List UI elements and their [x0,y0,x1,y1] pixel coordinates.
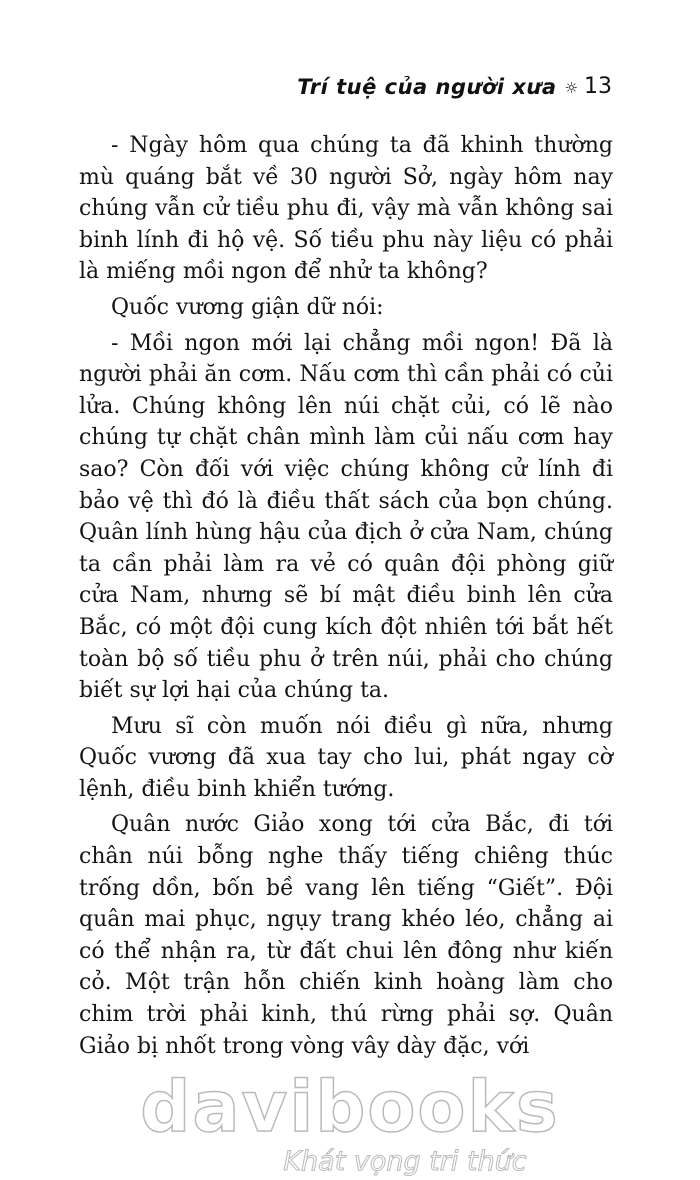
watermark-brand: davibooks [140,1066,560,1148]
watermark-slogan: Khát vọng tri thức [283,1146,527,1177]
paragraph: Quốc vương giận dữ nói: [111,294,384,320]
running-header-title: Trí tuệ của người xưa [297,74,557,99]
sun-ornament-icon: ☼ [564,78,578,97]
paragraph: Quân nước Giảo xong tới cửa Bắc, đi tới chân núi bỗng nghe thấy tiếng chiêng thúc trống dồn, bốn bề vang lên tiếng “Giết”. Đội quân mai phục, ngụy trang khéo léo, chẳng ai có thể nhận ra, từ đất chui lên đông như kiến cỏ. Một trận hỗn chiến kinh hoàng làm cho chim trời phải kinh, thú rừng phải sợ. Quân Giảo bị nhốt trong vòng vây dày đặc, với [79,812,613,1059]
paragraph: - Ngày hôm qua chúng ta đã khinh thường mù quáng bắt về 30 người Sở, ngày hôm nay chúng vẫn cử tiều phu đi, vậy mà vẫn không sai binh lính đi hộ vệ. Số tiều phu này liệu có phải là miếng mồi ngon để nhử ta không? [79,133,613,285]
paragraph: - Mồi ngon mới lại chẳng mồi ngon! Đã là người phải ăn cơm. Nấu cơm thì cần phải có củi lửa. Chúng không lên núi chặt củi, có lẽ nào chúng tự chặt chân mình làm củi nấu cơm hay sao? Còn đối với việc chúng không cử lính đi bảo vệ thì đó là điều thất sách của bọn chúng. Quân lính hùng hậu của địch ở cửa Nam, chúng ta cần phải làm ra vẻ có quân đội phòng giữ cửa Nam, nhưng sẽ bí mật điều binh lên cửa Bắc, có một đội cung kích đột nhiên tới bắt hết toàn bộ số tiều phu ở trên núi, phải cho chúng biết sự lợi hại của chúng ta. [79,330,613,704]
publisher-watermark [0,1066,700,1177]
paragraph: Mưu sĩ còn muốn nói điều gì nữa, nhưng Quốc vương đã xua tay cho lui, phát ngay cờ lệnh, điều binh khiển tướng. [79,713,613,802]
body-text [79,130,613,1066]
running-header [297,74,612,99]
page-number: 13 [584,74,612,99]
